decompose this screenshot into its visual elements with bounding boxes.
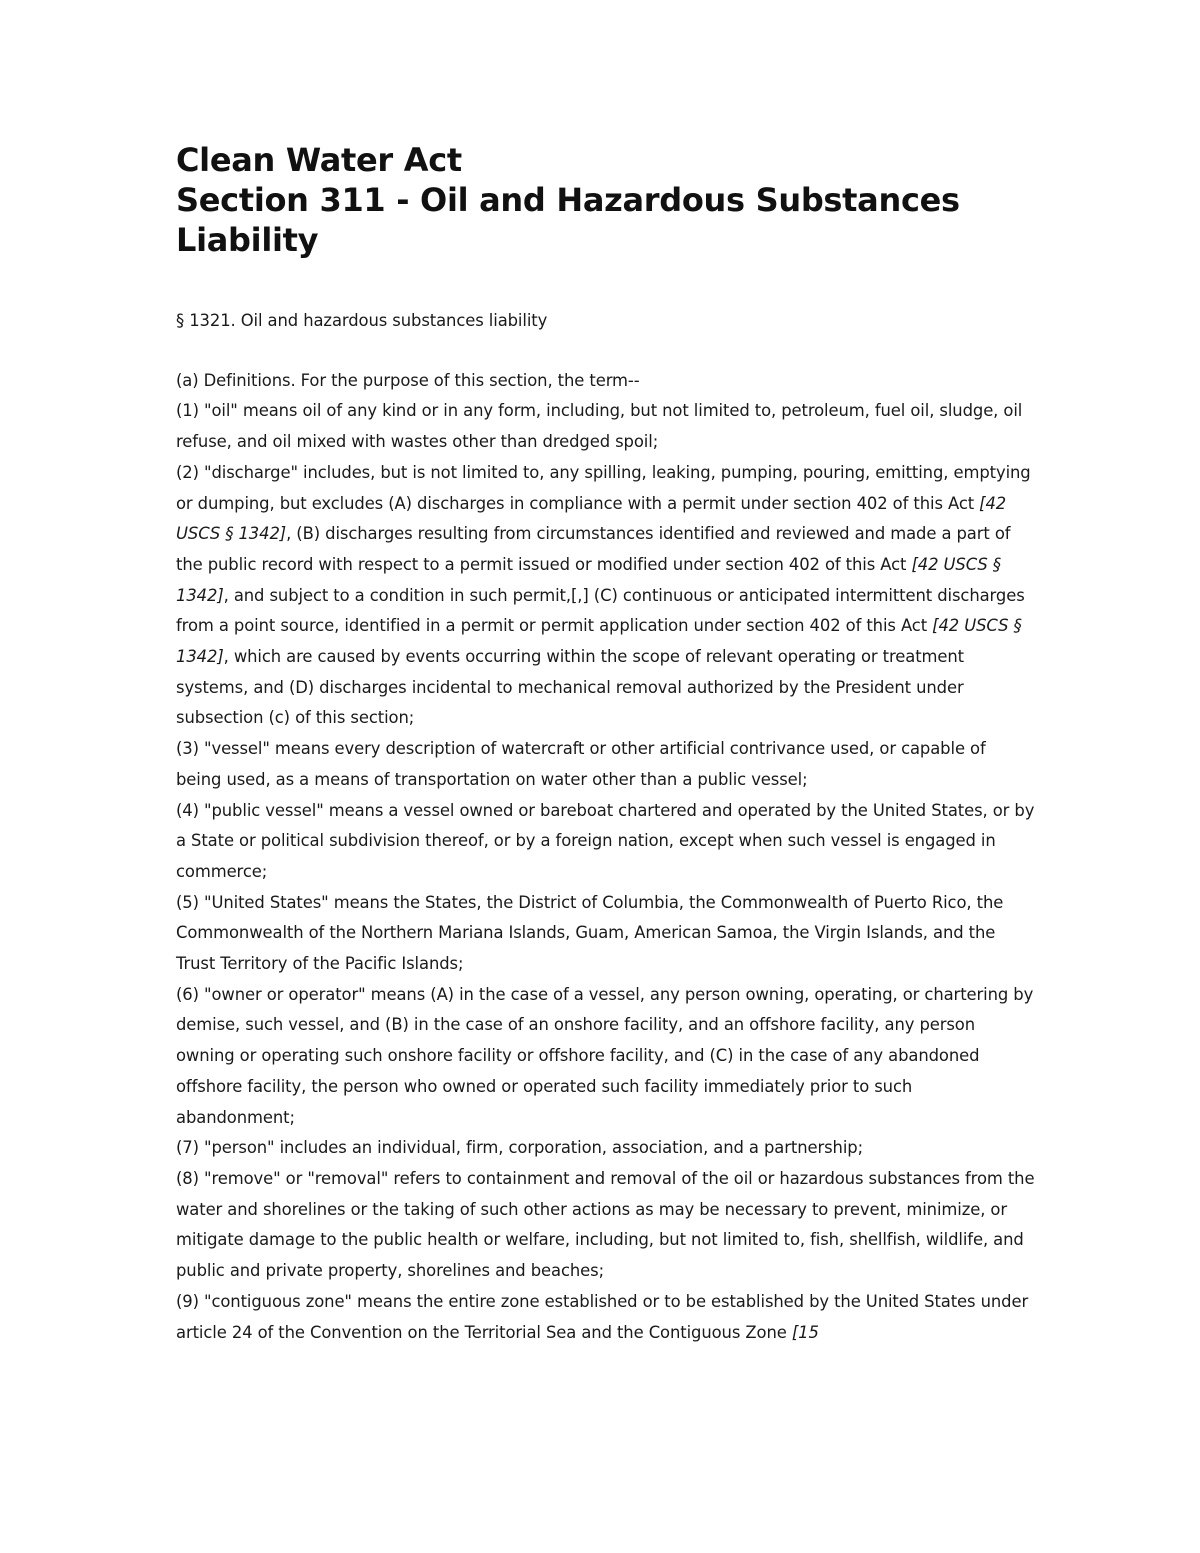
discharge-text-3: , and subject to a condition in such permit,[,] (C) continuous or anticipated intermittent discharges from a point source, identified in a permit or permit application under section 402 of this Act xyxy=(176,585,1025,636)
definition-vessel: (3) "vessel" means every description of watercraft or other artificial contrivance used, or capable of being used, as a means of transportation on water other than a public vessel; xyxy=(176,739,986,789)
definition-contiguous-zone xyxy=(176,1287,1036,1348)
definition-public-vessel: (4) "public vessel" means a vessel owned or bareboat chartered and operated by the United States, or by a State or political subdivision thereof, or by a foreign nation, except when such vessel is engaged in commerce; xyxy=(176,800,1035,881)
document-title xyxy=(176,140,1036,260)
citation-15: [15 xyxy=(791,1322,819,1342)
contiguous-zone-text: (9) "contiguous zone" means the entire zone established or to be established by the United States under article 24 of the Convention on the Territorial Sea and the Contiguous Zone xyxy=(176,1291,1029,1342)
discharge-text-2: , (B) discharges resulting from circumstances identified and reviewed and made a part of the public record with respect to a permit issued or modified under section 402 of this Act xyxy=(176,524,1011,574)
title-line-act: Clean Water Act xyxy=(176,141,462,179)
citation-42-uscs-1342: [42 USCS § 1342] xyxy=(176,616,1022,667)
document-page xyxy=(176,140,1036,1348)
definition-owner-or-operator: (6) "owner or operator" means (A) in the case of a vessel, any person owning, operating, or chartering by demise, such vessel, and (B) in the case of an onshore facility, and an offshore facility, any person owning or operating such onshore facility or offshore facility, and (C) in the case of any abandoned offshore facility, the person who owned or operated such facility immediately prior to such abandonment; xyxy=(176,984,1034,1127)
definition-person: (7) "person" includes an individual, firm, corporation, association, and a partnership; xyxy=(176,1138,864,1158)
definition-oil: (1) "oil" means oil of any kind or in any form, including, but not limited to, petroleum, fuel oil, sludge, oil refuse, and oil mixed with wastes other than dredged spoil; xyxy=(176,401,1023,452)
discharge-text-1: (2) "discharge" includes, but is not limited to, any spilling, leaking, pumping, pouring, emitting, emptying or dumping, but excludes (A) discharges in compliance with a permit under section 402 of this Act xyxy=(176,462,1031,513)
section-heading: § 1321. Oil and hazardous substances liability xyxy=(176,311,548,330)
title-line-section: Section 311 - Oil and Hazardous Substances Liability xyxy=(176,181,960,259)
discharge-text-4: , which are caused by events occurring within the scope of relevant operating or treatment systems, and (D) discharges incidental to mechanical removal authorized by the President under subsection (c) of this section; xyxy=(176,647,964,728)
citation-42-uscs-1342: [42 USCS § 1342] xyxy=(176,493,1007,544)
definition-united-states: (5) "United States" means the States, the District of Columbia, the Commonwealth of Puerto Rico, the Commonwealth of the Northern Mariana Islands, Guam, American Samoa, the Virgin Islands, and the Trust Territory of the Pacific Islands; xyxy=(176,892,1004,974)
definition-discharge xyxy=(176,458,1036,734)
definitions-intro: (a) Definitions. For the purpose of this section, the term-- xyxy=(176,370,640,390)
definitions-list xyxy=(176,366,1036,1349)
citation-42-uscs-1342: [42 USCS § 1342] xyxy=(176,554,1001,605)
definition-remove: (8) "remove" or "removal" refers to containment and removal of the oil or hazardous substances from the water and shorelines or the taking of such other actions as may be necessary to prevent, minimize, or mitigate damage to the public health or welfare, including, but not limited to, fish, shellfish, wildlife, and public and private property, shorelines and beaches; xyxy=(176,1168,1035,1281)
